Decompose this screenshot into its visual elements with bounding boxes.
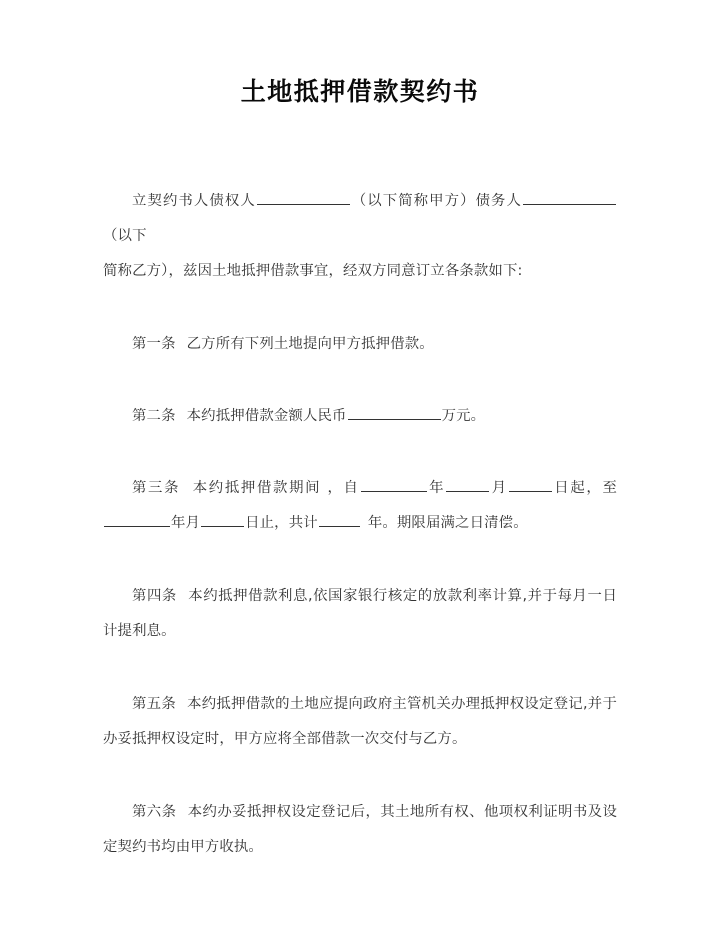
blank-start-day[interactable]	[509, 476, 552, 492]
article-3-body-segment-8: 年。期限届满之日清偿。	[367, 515, 528, 531]
article-3-body-segment-7: 日止，共计	[245, 515, 318, 531]
blank-creditor-name[interactable]	[257, 189, 350, 205]
article-5-number: 第五条	[132, 696, 176, 712]
blank-debtor-name[interactable]	[523, 189, 616, 205]
blank-end-day[interactable]	[201, 511, 244, 527]
article-4-body: 本约抵押借款利息,依国家银行核定的放款利率计算,并于每月一日计提利息。	[103, 588, 617, 639]
document-body	[0, 154, 720, 865]
article-3-number: 第三条	[132, 480, 181, 496]
page-title: 土地抵押借款契约书	[240, 77, 480, 106]
blank-end-year[interactable]	[104, 511, 170, 527]
article-2	[103, 399, 617, 434]
article-3-body-segment-6: 月	[185, 515, 201, 531]
spacer-article-3-to-4	[103, 541, 617, 579]
article-3-body-segment-5: 年	[171, 515, 186, 531]
article-4	[103, 579, 617, 649]
preamble-segment-3: （以下	[103, 228, 147, 244]
article-2-body-segment-2: 万元。	[441, 408, 486, 424]
preamble-segment-1: 立契约书人债权人	[132, 193, 256, 209]
blank-start-year[interactable]	[361, 476, 427, 492]
spacer-article-5-to-6	[103, 757, 617, 795]
article-6-body: 本约办妥抵押权设定登记后，其土地所有权、他项权利证明书及设定契约书均由甲方收执。	[103, 804, 617, 855]
article-1-body: 乙方所有下列土地提向甲方抵押借款。	[186, 336, 434, 352]
spacer-title-to-preamble	[103, 154, 617, 184]
preamble-paragraph-line2: 简称乙方），兹因土地抵押借款事宜，经双方同意订立各条款如下:	[103, 263, 523, 279]
article-3-body-segment-3: 月	[490, 480, 508, 496]
blank-total-years[interactable]	[319, 511, 360, 527]
spacer-article-2-to-3	[103, 434, 617, 471]
article-6	[103, 795, 617, 865]
article-6-number: 第六条	[132, 804, 177, 820]
article-1	[103, 327, 617, 362]
article-2-number: 第二条	[132, 408, 176, 424]
article-1-number: 第一条	[132, 336, 176, 352]
article-3	[103, 471, 617, 541]
preamble-segment-2: （以下简称甲方）债务人	[350, 193, 523, 209]
article-5-body: 本约抵押借款的土地应提向政府主管机关办理抵押权设定登记,并于办妥抵押权设定时，甲方应将全部借款一次交付与乙方。	[103, 696, 617, 747]
spacer-preamble-to-article-1	[103, 289, 617, 327]
article-5	[103, 687, 617, 757]
spacer-article-4-to-5	[103, 649, 617, 687]
article-3-body-segment-2: 年	[427, 480, 446, 496]
blank-start-month[interactable]	[446, 476, 489, 492]
preamble-paragraph	[103, 184, 617, 254]
article-2-body-segment-1: 本约抵押借款金额人民币	[186, 408, 347, 424]
article-4-number: 第四条	[132, 588, 177, 604]
article-3-body-segment-1: 本约抵押借款期间 ，自	[191, 480, 360, 496]
article-3-body-segment-4: 日起，至	[552, 480, 618, 496]
spacer-article-1-to-2	[103, 362, 617, 399]
blank-loan-amount[interactable]	[348, 404, 441, 420]
